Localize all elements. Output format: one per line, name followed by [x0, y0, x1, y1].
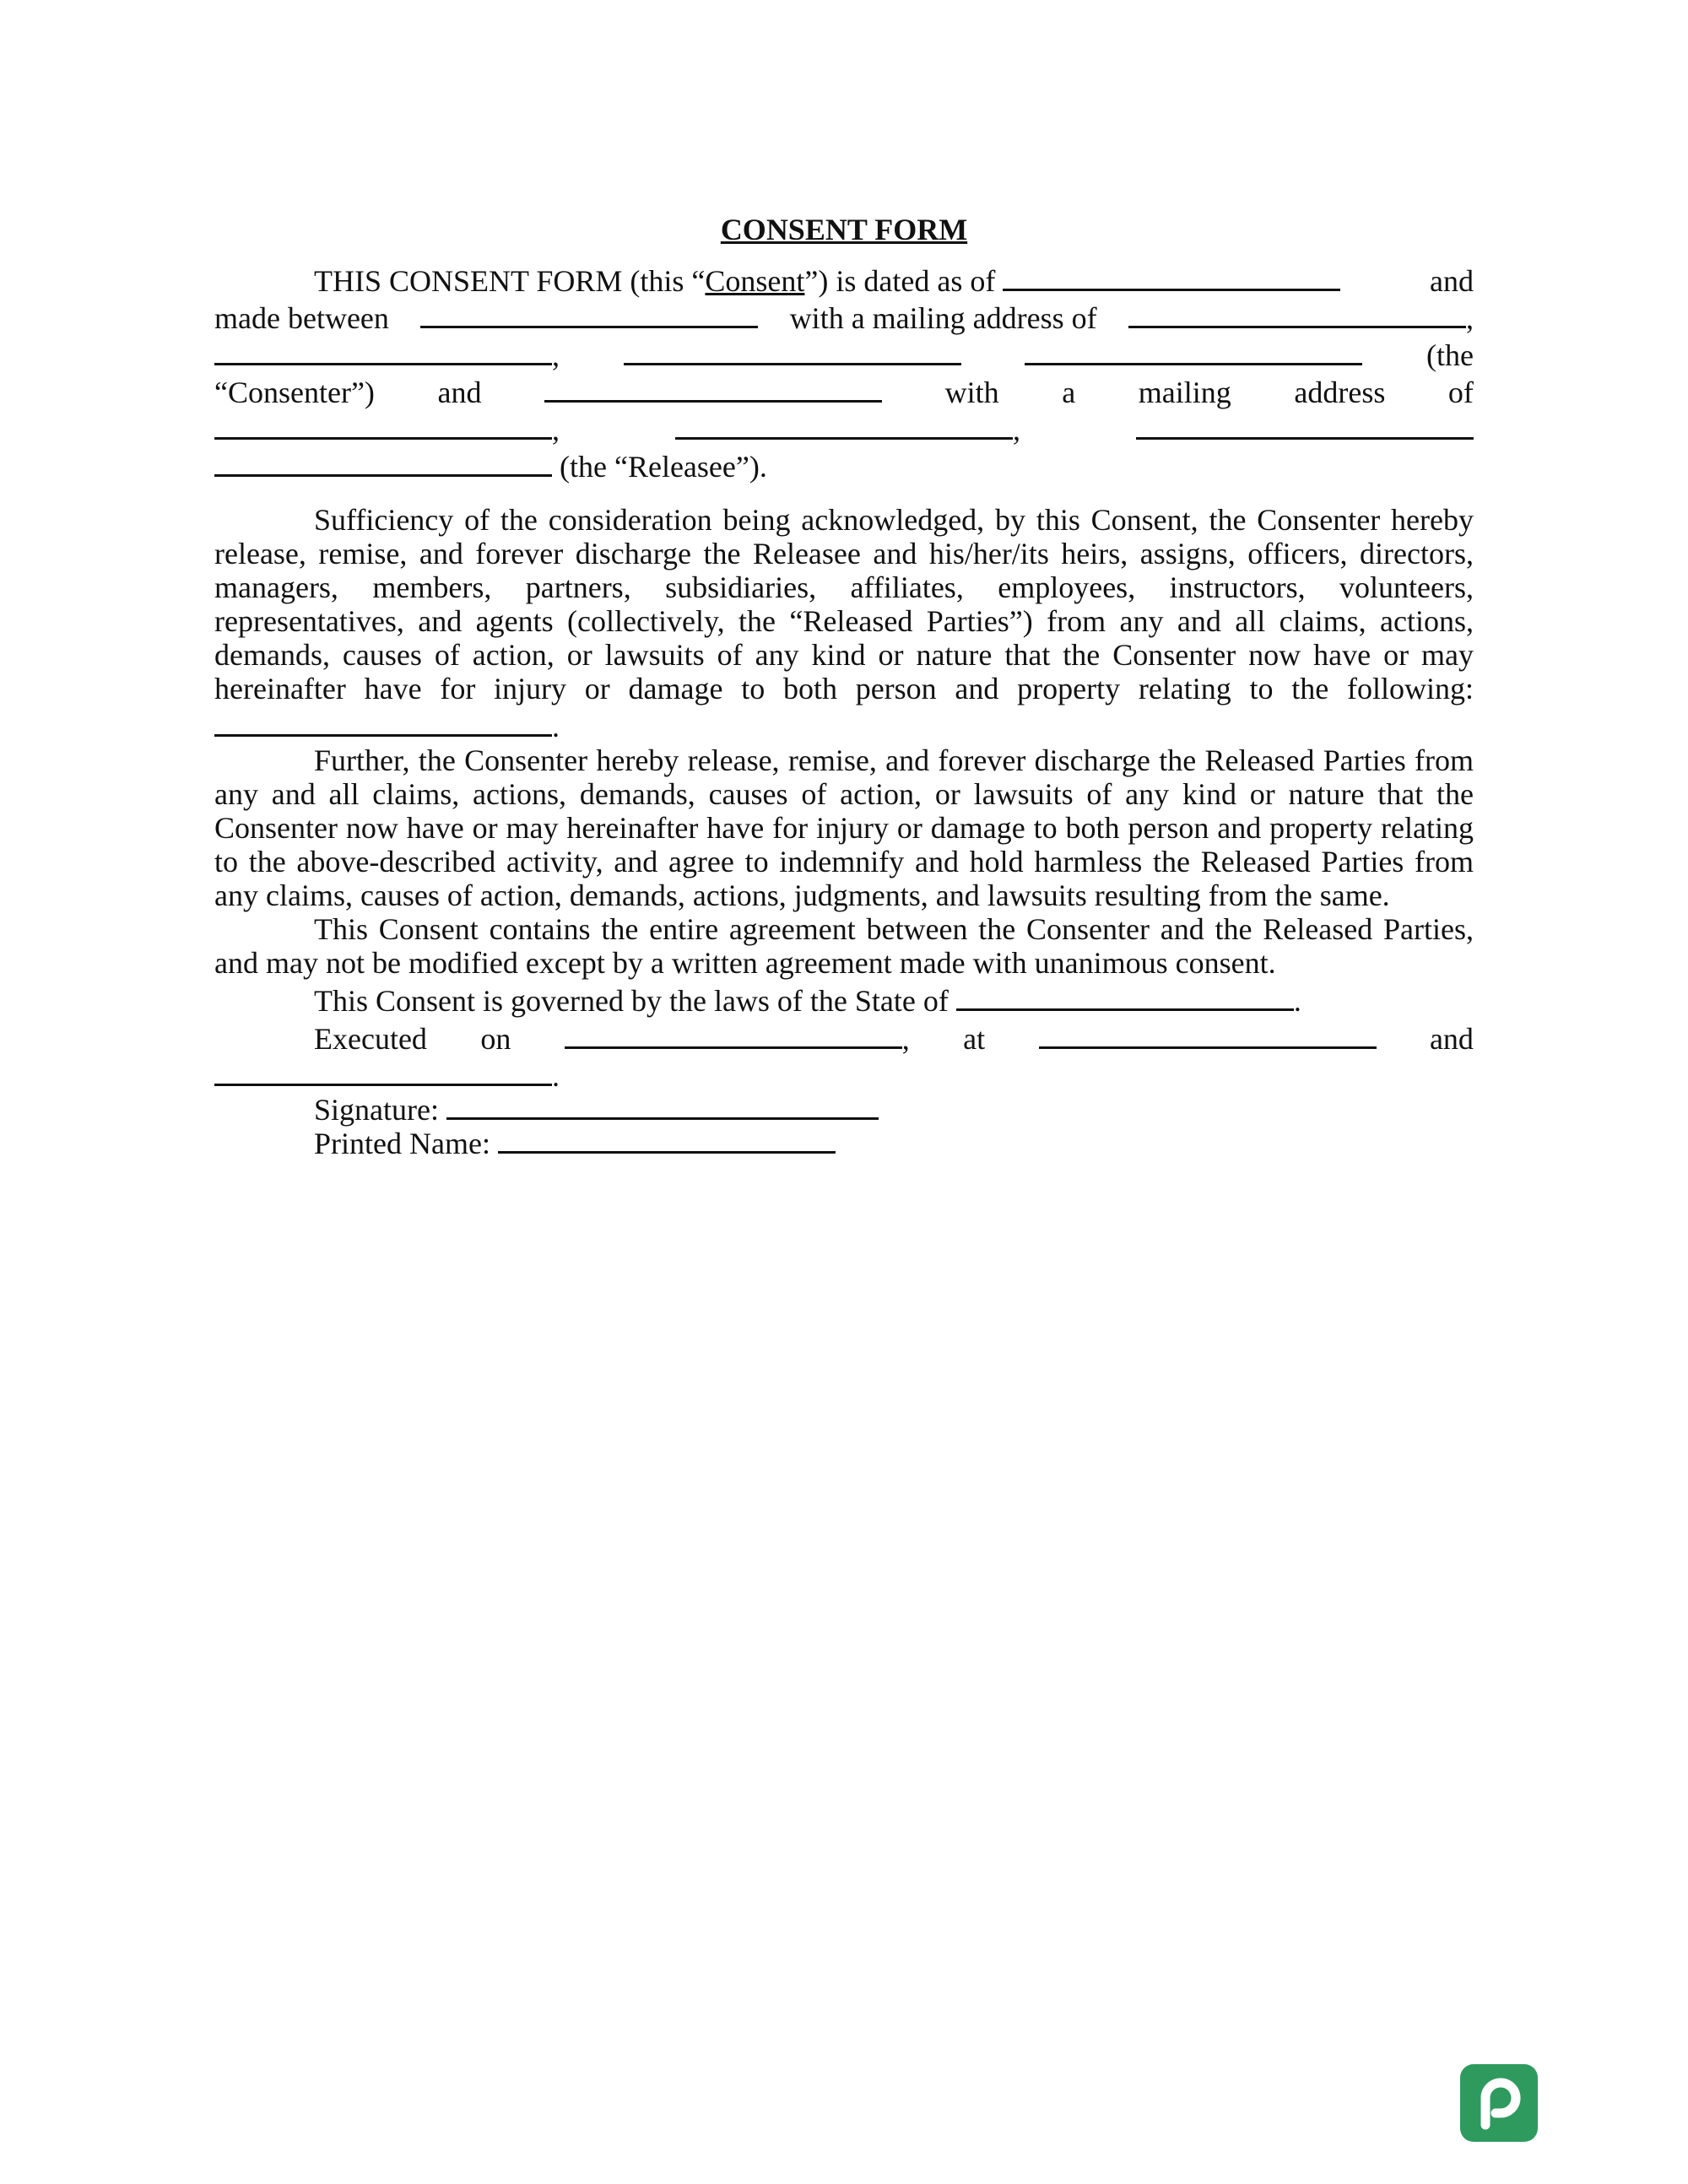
- comma-text: ,: [1013, 413, 1020, 446]
- intro-text: address: [1294, 376, 1386, 409]
- intro-text: and: [437, 376, 482, 409]
- executed-line-2: [214, 1055, 1474, 1093]
- intro-line-3: [214, 334, 1474, 371]
- consenter-city-blank[interactable]: [214, 334, 552, 365]
- release-paragraph: [214, 503, 1474, 743]
- intro-text: with a mailing address of: [789, 301, 1097, 335]
- intro-text: (the “Releasee”).: [560, 450, 767, 484]
- date-blank[interactable]: [1003, 260, 1340, 291]
- intro-line-4: [214, 371, 1474, 408]
- consenter-state-blank[interactable]: [624, 334, 961, 365]
- intro-text: of: [1447, 376, 1474, 409]
- executed-text: on: [480, 1022, 511, 1056]
- executed-text: and: [1429, 1022, 1474, 1056]
- intro-text: THIS CONSENT FORM (this “: [314, 264, 706, 298]
- executed-text: at: [963, 1022, 986, 1056]
- intro-text: (the: [1426, 338, 1474, 372]
- executed-date-blank[interactable]: [565, 1018, 902, 1049]
- releasee-state-blank[interactable]: [1136, 408, 1474, 440]
- activity-blank[interactable]: [214, 705, 552, 737]
- consent-term: Consent: [705, 264, 805, 298]
- intro-text: ”) is dated as of: [804, 264, 996, 298]
- consenter-term: “Consenter”): [214, 376, 375, 409]
- intro-text: a: [1062, 376, 1076, 409]
- executed-location-blank[interactable]: [1039, 1018, 1377, 1049]
- period-text: .: [552, 710, 560, 743]
- intro-text: with: [944, 376, 999, 409]
- signature-row: [214, 1089, 1474, 1127]
- printed-name-label: Printed Name:: [314, 1127, 490, 1160]
- signature-blank[interactable]: [446, 1089, 879, 1120]
- releasee-city-blank[interactable]: [675, 408, 1013, 440]
- intro-text: and: [1430, 264, 1474, 298]
- intro-text: made between: [214, 301, 389, 335]
- period-text: .: [552, 1059, 560, 1093]
- comma-text: ,: [552, 338, 560, 372]
- entire-agreement-paragraph: This Consent contains the entire agreement between the Consenter and the Released Parties, and may not be modified except by a written agreement made with unanimous consent.: [214, 912, 1474, 980]
- executed-line: Executed on , at and: [214, 1018, 1474, 1055]
- governing-law-text: This Consent is governed by the laws of the State of: [314, 984, 949, 1018]
- intro-line-2: [214, 297, 1474, 334]
- brand-logo-icon: [1460, 2064, 1538, 2142]
- document-page: [214, 209, 1474, 1160]
- release-text: Sufficiency of the consideration being acknowledged, by this Consent, the Consenter hereby release, remise, and forever discharge the Releasee and his/her/its heirs, assigns, officers, directors, managers, members, partners, subsidiaries, affiliates, employees, instructors, volunteers, representatives, and agents (collectively, the “Released Parties”) from any and all claims, actions, demands, causes of action, or lawsuits of any kind or nature that the Consenter now have or may hereinafter have for injury or damage to both person and property relating to the following:: [214, 503, 1474, 705]
- intro-line-5: [214, 408, 1474, 446]
- intro-text: mailing: [1138, 376, 1231, 409]
- comma-text: ,: [552, 413, 560, 446]
- executed-text: Executed: [314, 1022, 427, 1056]
- printed-name-row: [214, 1122, 1474, 1160]
- indemnify-paragraph: Further, the Consenter hereby release, remise, and forever discharge the Released Parties from any and all claims, actions, demands, causes of action, or lawsuits of any kind or nature that the Consenter now have or may hereinafter have for injury or damage to both person and property relating to the above-described activity, and agree to indemnify and hold harmless the Released Parties from any claims, causes of action, demands, actions, judgments, and lawsuits resulting from the same.: [214, 743, 1474, 912]
- governing-law-paragraph: [214, 980, 1474, 1018]
- consenter-zip-blank[interactable]: [1025, 334, 1362, 365]
- consenter-address-blank[interactable]: [1128, 297, 1466, 328]
- releasee-zip-blank[interactable]: [214, 446, 552, 477]
- executed-extra-blank[interactable]: [214, 1055, 552, 1086]
- releasee-name-blank[interactable]: [544, 371, 882, 403]
- consenter-name-blank[interactable]: [420, 297, 758, 328]
- printed-name-blank[interactable]: [498, 1122, 836, 1154]
- state-blank[interactable]: [956, 980, 1294, 1011]
- document-title: CONSENT FORM: [720, 213, 968, 246]
- intro-line-1: [214, 260, 1474, 297]
- signature-label: Signature:: [314, 1093, 439, 1127]
- comma-text: ,: [1466, 301, 1474, 335]
- releasee-address-blank[interactable]: [214, 408, 552, 440]
- period-text: .: [1293, 984, 1301, 1018]
- intro-line-6: [214, 446, 1474, 483]
